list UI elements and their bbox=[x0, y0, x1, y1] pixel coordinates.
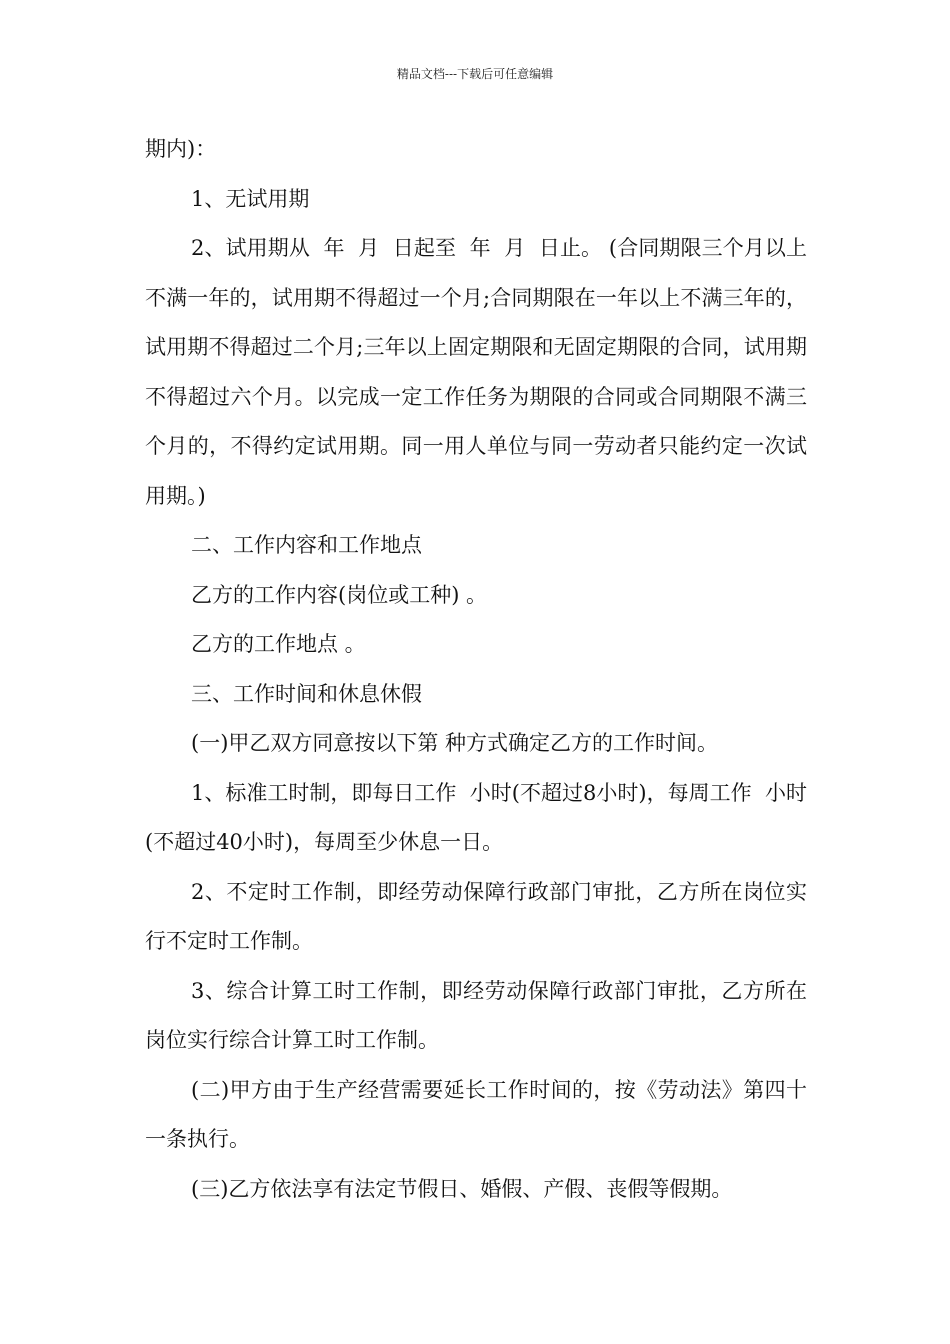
paragraph-work-content: 乙方的工作内容(岗位或工种) 。 bbox=[191, 582, 488, 607]
paragraph-work-location: 乙方的工作地点 。 bbox=[191, 632, 366, 656]
paragraph-overtime: (二)甲方由于生产经营需要延长工作时间的，按《劳动法》第四十一条执行。 bbox=[145, 1077, 807, 1151]
page-header: 精品文档---下载后可任意编辑 bbox=[396, 67, 554, 81]
paragraph-no-probation: 1、无试用期 bbox=[191, 186, 310, 211]
paragraph-work-time-method: (一)甲乙双方同意按以下第 种方式确定乙方的工作时间。 bbox=[191, 731, 719, 755]
paragraph-probation-term: 2、试用期从 年 月 日起至 年 月 日止。 (合同期限三个月以上不满一年的，试用期不得超过一个月;合同期限在一年以上不满三年的，试用期不得超过二个月;三年以上固定期限和无固定期限的合同，试用期不得超过六个月。以完成一定工作任务为期限的合同或合同期限不满三个月的，不得约定试用期。同一用人单位与同一劳动者只能约定一次试用期。) bbox=[145, 236, 807, 508]
paragraph-flexible-hours: 2、不定时工作制，即经劳动保障行政部门审批，乙方所在岗位实行不定时工作制。 bbox=[145, 879, 807, 953]
section-heading-work-content: 二、工作内容和工作地点 bbox=[191, 533, 422, 557]
document-body bbox=[145, 125, 807, 1214]
section-heading-work-time: 三、工作时间和休息休假 bbox=[191, 681, 422, 706]
paragraph-period-cont: 期内)： bbox=[145, 137, 217, 161]
paragraph-comprehensive-hours: 3、综合计算工时工作制，即经劳动保障行政部门审批，乙方所在岗位实行综合计算工时工作制。 bbox=[145, 978, 807, 1052]
paragraph-holidays: (三)乙方依法享有法定节假日、婚假、产假、丧假等假期。 bbox=[191, 1176, 733, 1201]
paragraph-standard-hours: 1、标准工时制，即每日工作 小时(不超过8小时)，每周工作 小时(不超过40小时)，每周至少休息一日。 bbox=[145, 780, 807, 854]
